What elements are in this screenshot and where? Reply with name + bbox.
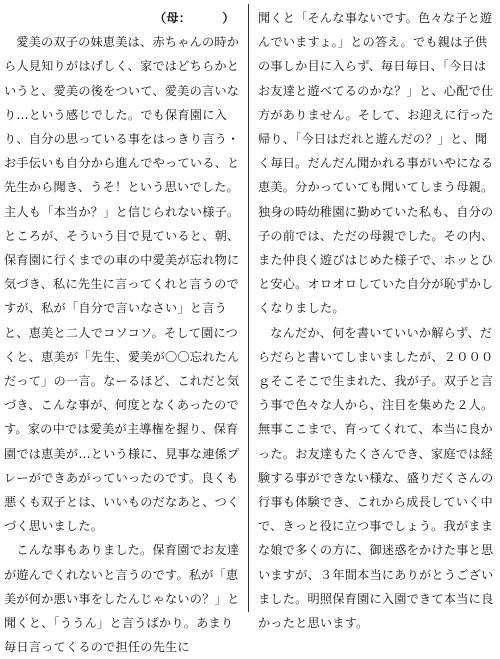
column-divider	[248, 4, 249, 612]
right-column	[258, 6, 496, 635]
left-column	[4, 6, 240, 659]
paragraph-1: 愛美の双子の妹恵美は、赤ちゃんの時から人見知りがはげしく、家ではどちらかというと、愛美の後をついて、愛美の言いなり…という感じでした。でも保育園に入り、自分の思っている事をはっきり言う・お手伝いも自分から進んでやっている、と先生から聞き、うそ！という思いでした。主人も「本当か？」と信じられない様子。ところが、そういう目で見ていると、朝、保育園に行くまでの車の中愛美が忘れ物に気づき、私に先生に言ってくれと言うのですが、私が「自分で言いなさい」と言うと、恵美と二人でコソコソ。そして園につくと、恵美が「先生、愛美が〇〇忘れたんだって」の一言。なーるほど、これだと気づき、こんな事が、何度となくあったのです。家の中では愛美が主導権を握り、保育園では恵美が…という様に、見事な連係プレーができあがっていったのです。良くも悪くも双子とは、いいものだなあと、つくづく思いました。	[4, 35, 240, 534]
section-heading: （母： ）	[154, 11, 235, 25]
paragraph-2: こんな事もありました。保育園でお友達が遊んでくれないと言うのです。私が「恵美が何か悪い事をしたんじゃないの？」と聞くと、「ううん」と言うばかり。あまり毎日言ってくるので担任の先生に	[4, 543, 240, 655]
paragraph-2-continued: 聞くと「そんな事ないです。色々な子と遊んでいますょ。」との答え。でも親は子供の事しか目に入らず、毎日毎日、「今日はお友達と遊べてるのかな？」と、心配で仕方がありません。そして、お迎えに行った帰り、「今日はだれと遊んだの？」と、聞く毎日。だんだん聞かれる事がいやになる恵美。分かっていても聞いてしまう母親。独身の時幼稚園に勤めていた私も、自分の子の前では、ただの母親でした。その内、また仲良く遊びはじめた様子で、ホッとひと安心。オロオロしていた自分が恥ずかしくなりました。	[258, 11, 494, 316]
paragraph-3: なんだか、何を書いていいか解らず、だらだらと書いてしまいましたが、２０００ｇそこそこで生まれた、我が子。双子と言う事で色々な人から、注目を集めた２人。無事ここまで、育ってくれて、本当に良かった。お友達もたくさんでき、家庭では経験する事ができない様な、盛りだくさんの行事も体験でき、これから成長していく中で、きっと役に立つ事でしょう。我がままな娘で多くの方に、御迷惑をかけた事と思いますが、３年間本当にありがとうございました。明照保育園に入園できて本当に良かったと思います。	[258, 325, 494, 631]
